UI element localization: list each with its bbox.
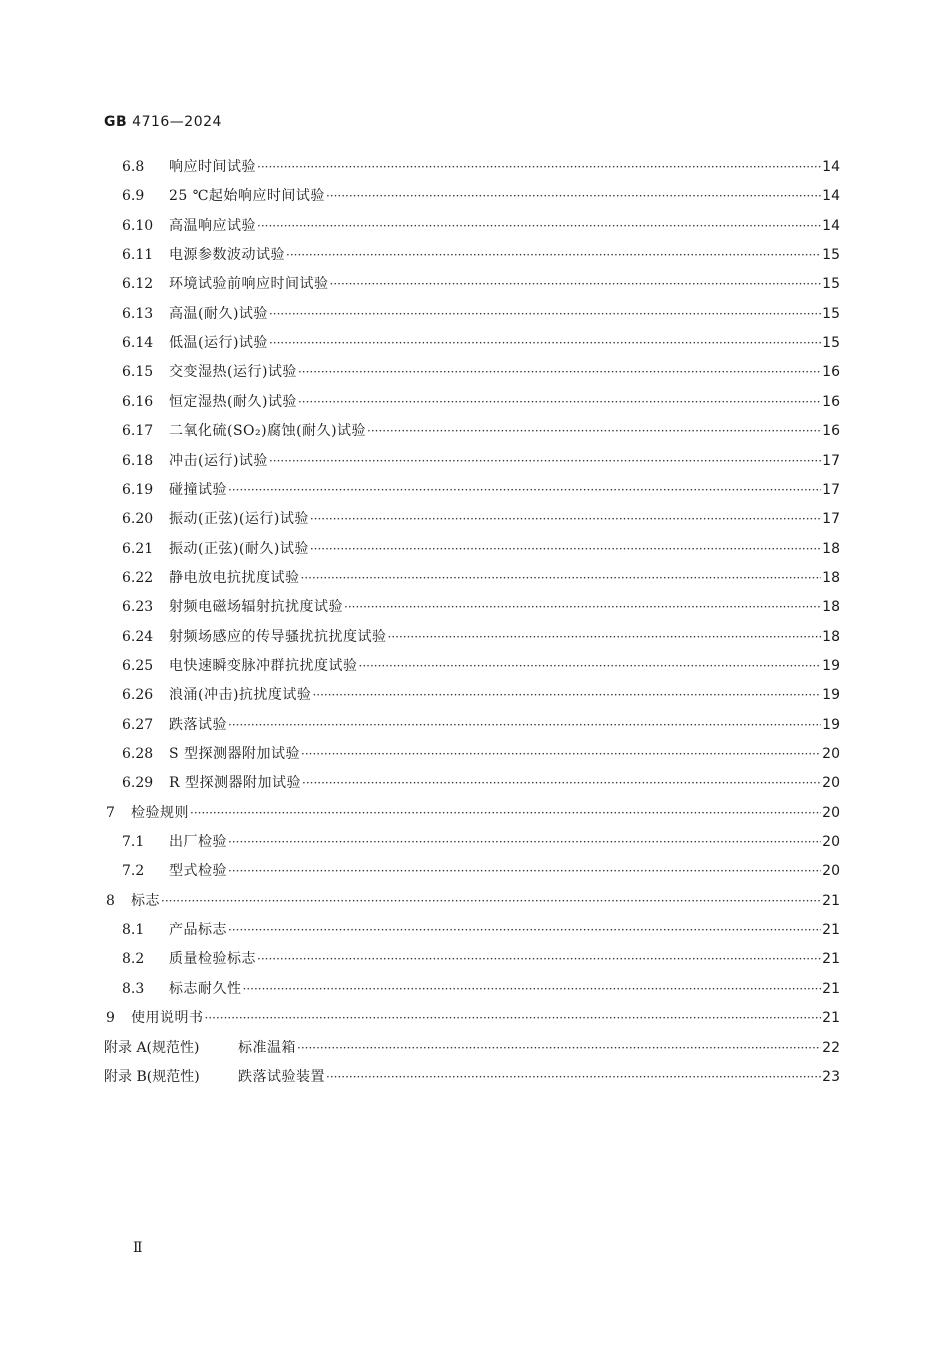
toc-entry-page: 23 <box>822 1068 840 1085</box>
toc-dot-leader <box>205 1008 822 1028</box>
toc-entry[interactable] <box>0 362 840 382</box>
toc-entry-title: 振动(正弦)(耐久)试验 <box>169 540 309 557</box>
toc-entry[interactable] <box>0 509 840 529</box>
toc-entry[interactable] <box>0 597 840 617</box>
toc-entry[interactable] <box>0 715 840 735</box>
toc-entry-page: 17 <box>822 511 840 528</box>
toc-entry[interactable] <box>0 891 840 911</box>
toc-entry-page: 18 <box>822 599 840 616</box>
toc-entry[interactable] <box>0 274 840 294</box>
toc-entry-page: 15 <box>822 247 840 264</box>
toc-entry-number: 6.14 <box>122 335 154 352</box>
toc-entry-title: 振动(正弦)(运行)试验 <box>169 511 309 528</box>
toc-entry-page: 16 <box>822 393 840 410</box>
standard-prefix: GB <box>104 114 128 130</box>
toc-entry[interactable] <box>0 304 840 324</box>
toc-entry-title: 碰撞试验 <box>169 481 227 498</box>
toc-entry-number: 6.20 <box>122 511 154 528</box>
toc-entry-number: 6.12 <box>122 276 154 293</box>
toc-dot-leader <box>310 539 821 559</box>
toc-entry-page: 21 <box>822 922 840 939</box>
toc-dot-leader <box>301 744 821 764</box>
toc-entry[interactable] <box>0 568 840 588</box>
toc-dot-leader <box>312 685 821 705</box>
toc-entry-page: 21 <box>822 951 840 968</box>
toc-entry-number: 6.10 <box>122 217 154 234</box>
toc-entry-page: 18 <box>822 540 840 557</box>
toc-dot-leader <box>257 949 821 969</box>
toc-entry-title: 低温(运行)试验 <box>169 335 268 352</box>
toc-entry-page: 21 <box>822 892 840 909</box>
toc-dot-leader <box>344 597 821 617</box>
toc-entry[interactable] <box>0 773 840 793</box>
toc-entry-title: 跌落试验装置 <box>238 1068 325 1085</box>
toc-entry-page: 14 <box>822 188 840 205</box>
toc-entry-title: 响应时间试验 <box>169 159 256 175</box>
toc-entry-number: 8.1 <box>122 922 145 939</box>
toc-entry-title: 标志 <box>131 892 160 909</box>
toc-entry-title: 高温响应试验 <box>169 217 256 234</box>
toc-entry-number: 6.24 <box>122 628 154 645</box>
toc-dot-leader <box>330 274 822 294</box>
toc-entry-title: 检验规则 <box>131 804 189 821</box>
toc-entry-number: 附录 B(规范性) <box>104 1068 200 1085</box>
toc-dot-leader <box>301 568 822 588</box>
toc-dot-leader <box>257 216 821 236</box>
toc-entry-number: 8 <box>106 892 115 909</box>
toc-entry-page: 21 <box>822 980 840 997</box>
toc-dot-leader <box>228 832 821 852</box>
toc-entry[interactable] <box>0 392 840 412</box>
toc-entry-page: 21 <box>822 1010 840 1027</box>
toc-dot-leader <box>161 891 821 911</box>
toc-dot-leader <box>269 333 821 353</box>
toc-dot-leader <box>388 627 822 647</box>
toc-entry-number: 6.25 <box>122 657 154 674</box>
toc-dot-leader <box>286 245 821 265</box>
toc-dot-leader <box>228 861 821 881</box>
toc-entry-number: 6.9 <box>122 188 145 205</box>
toc-entry-title: 质量检验标志 <box>169 951 256 968</box>
toc-entry[interactable] <box>0 333 840 353</box>
toc-entry-number: 6.21 <box>122 540 154 557</box>
toc-entry-title: 冲击(运行)试验 <box>169 452 268 469</box>
toc-entry-page: 16 <box>822 423 840 440</box>
toc-dot-leader <box>367 421 821 441</box>
toc-entry-title: 出厂检验 <box>169 834 227 851</box>
toc-entry-page: 20 <box>822 775 840 792</box>
toc-entry[interactable] <box>0 1038 840 1058</box>
toc-entry-number: 7.1 <box>122 834 145 851</box>
toc-entry-page: 19 <box>822 716 840 733</box>
toc-entry-number: 6.13 <box>122 305 154 322</box>
toc-entry[interactable] <box>0 157 840 177</box>
toc-dot-leader <box>257 157 821 177</box>
toc-entry-page: 22 <box>822 1039 840 1056</box>
toc-entry-title: 标志耐久性 <box>169 980 242 997</box>
toc-entry-page: 15 <box>822 305 840 322</box>
toc-entry-title: 高温(耐久)试验 <box>169 305 268 322</box>
toc-entry-title: 环境试验前响应时间试验 <box>169 276 329 293</box>
toc-entry[interactable] <box>0 421 840 441</box>
toc-entry-page: 20 <box>822 804 840 821</box>
toc-entry-page: 19 <box>822 687 840 704</box>
toc-entry-number: 6.29 <box>122 775 154 792</box>
toc-entry-title: 型式检验 <box>169 863 227 880</box>
toc-entry[interactable] <box>0 949 840 969</box>
toc-entry[interactable] <box>0 539 840 559</box>
toc-entry-page: 17 <box>822 481 840 498</box>
toc-entry-title: 射频电磁场辐射抗扰度试验 <box>169 599 343 616</box>
toc-entry-title: 二氧化硫(SO₂)腐蚀(耐久)试验 <box>169 423 367 440</box>
toc-entry[interactable] <box>0 685 840 705</box>
toc-entry-number: 6.8 <box>122 159 145 175</box>
toc-dot-leader <box>302 773 821 793</box>
toc-entry-page: 16 <box>822 364 840 381</box>
page-number: Ⅱ <box>133 1240 143 1256</box>
toc-entry[interactable] <box>0 186 840 206</box>
toc-dot-leader <box>269 451 821 471</box>
toc-entry-title: 跌落试验 <box>169 716 227 733</box>
toc-entry[interactable] <box>0 744 840 764</box>
toc-entry-title: 使用说明书 <box>131 1010 204 1027</box>
toc-entry-page: 20 <box>822 863 840 880</box>
toc-entry[interactable] <box>0 480 840 500</box>
toc-entry-page: 14 <box>822 217 840 234</box>
toc-entry[interactable] <box>0 832 840 852</box>
toc-entry-page: 18 <box>822 628 840 645</box>
toc-entry[interactable] <box>0 245 840 265</box>
toc-entry[interactable] <box>0 216 840 236</box>
toc-entry-title: 25 ℃起始响应时间试验 <box>169 188 325 205</box>
toc-entry-number: 6.11 <box>122 247 154 264</box>
toc-entry[interactable] <box>0 979 840 999</box>
toc-entry-number: 8.2 <box>122 951 145 968</box>
toc-dot-leader <box>298 392 821 412</box>
toc-dot-leader <box>228 920 821 940</box>
toc-entry-page: 15 <box>822 276 840 293</box>
toc-dot-leader <box>326 186 821 206</box>
toc-entry-title: S 型探测器附加试验 <box>169 746 301 762</box>
toc-entry-number: 6.16 <box>122 393 154 410</box>
toc-dot-leader <box>310 509 821 529</box>
toc-entry-number: 7.2 <box>122 863 145 880</box>
toc-dot-leader <box>243 979 822 999</box>
toc-dot-leader <box>190 803 821 823</box>
toc-entry-page: 20 <box>822 746 840 762</box>
toc-entry-number: 附录 A(规范性) <box>104 1039 200 1056</box>
toc-entry[interactable] <box>0 1067 840 1087</box>
toc-entry[interactable] <box>0 451 840 471</box>
toc-entry-page: 18 <box>822 569 840 586</box>
toc-entry-title: 标准温箱 <box>238 1039 296 1056</box>
toc-entry[interactable] <box>0 1008 840 1028</box>
toc-entry-number: 6.23 <box>122 599 154 616</box>
toc-entry-number: 6.28 <box>122 746 154 762</box>
toc-entry-page: 15 <box>822 335 840 352</box>
toc-entry-title: 交变湿热(运行)试验 <box>169 364 297 381</box>
toc-entry-number: 8.3 <box>122 980 145 997</box>
toc-entry-page: 19 <box>822 657 840 674</box>
toc-dot-leader <box>359 656 822 676</box>
toc-dot-leader <box>228 715 821 735</box>
toc-entry-title: 射频场感应的传导骚扰抗扰度试验 <box>169 628 387 645</box>
toc-entry-title: 电快速瞬变脉冲群抗扰度试验 <box>169 657 358 674</box>
toc-entry[interactable] <box>0 803 840 823</box>
toc-entry-number: 6.18 <box>122 452 154 469</box>
toc-entry-number: 6.22 <box>122 569 154 586</box>
standard-number: 4716—2024 <box>132 114 222 130</box>
toc-dot-leader <box>228 480 821 500</box>
toc-entry-page: 17 <box>822 452 840 469</box>
toc-entry-page: 20 <box>822 834 840 851</box>
toc-entry-number: 6.17 <box>122 423 154 440</box>
toc-entry-number: 6.26 <box>122 687 154 704</box>
toc-dot-leader <box>269 304 821 324</box>
toc-entry-number: 9 <box>106 1010 115 1027</box>
toc-entry-title: 电源参数波动试验 <box>169 247 285 264</box>
toc-entry[interactable] <box>0 656 840 676</box>
toc-entry[interactable] <box>0 920 840 940</box>
toc-entry-title: 静电放电抗扰度试验 <box>169 569 300 586</box>
toc-entry-number: 6.15 <box>122 364 154 381</box>
toc-entry-page: 14 <box>822 159 840 175</box>
toc-entry[interactable] <box>0 861 840 881</box>
toc-entry-title: 浪涌(冲击)抗扰度试验 <box>169 687 312 704</box>
toc-entry-title: 恒定湿热(耐久)试验 <box>169 393 297 410</box>
toc-entry-title: R 型探测器附加试验 <box>169 775 301 792</box>
toc-dot-leader <box>297 1038 821 1058</box>
toc-dot-leader <box>298 362 821 382</box>
toc-entry[interactable] <box>0 627 840 647</box>
toc-entry-number: 6.27 <box>122 716 154 733</box>
toc-entry-number: 7 <box>106 804 115 821</box>
toc-dot-leader <box>326 1067 821 1087</box>
toc-entry-number: 6.19 <box>122 481 154 498</box>
toc-entry-title: 产品标志 <box>169 922 227 939</box>
